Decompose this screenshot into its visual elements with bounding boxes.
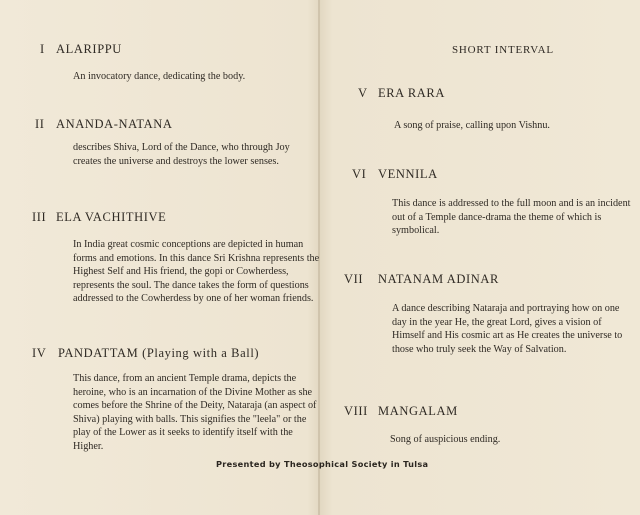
item-description: This dance, from an ancient Temple drama, depicts the heroine, who is an incarnation of the Divine Mother as she comes before the Shrine of the Deity, Nataraja (an aspect of Shiva) playing with balls. This signifies the "leela" or the play of the Lower as it seeks to identify itself with the Higher. [73,373,317,452]
item-description: Song of auspicious ending. [390,434,501,445]
item-description: describes Shiva, Lord of the Dance, who through Joy creates the universe and destroys the lower senses. [73,142,290,167]
item-title: ANANDA-NATANA [56,117,173,131]
item-description: An invocatory dance, dedicating the body. [73,71,246,82]
program-item-8 [344,404,501,445]
program-item-2 [35,117,290,167]
item-title: PANDATTAM (Playing with a Ball) [58,346,260,360]
item-description: In India great cosmic conceptions are depicted in human forms and emotions. In this dance Sri Krishna represents the Highest Self and His friend, the gopi or Cowherdess, represents the soul. The dance takes the form of questions addressed to the Cowherdess by one of her woman friends. [73,239,320,305]
item-numeral: VII [344,272,364,286]
program-item-3 [32,210,320,305]
program-item-1 [40,42,246,82]
item-description: A song of praise, calling upon Vishnu. [394,120,550,131]
item-title: ALARIPPU [56,42,122,56]
item-title: MANGALAM [378,404,458,418]
short-interval: SHORT INTERVAL [452,44,554,56]
item-numeral: V [358,86,368,100]
item-numeral: IV [32,346,47,360]
item-numeral: I [40,42,45,56]
program-item-5 [358,86,550,131]
item-title: NATANAM ADINAR [378,272,499,286]
item-description: A dance describing Nataraja and portraying how on one day in the year He, the great Lord, gives a vision of Himself and His cosmic art as He creates the universe to those who truly seek the Way of Salvation. [392,303,623,355]
footer-credit: Presented by Theosophical Society in Tulsa [216,459,429,469]
item-numeral: III [32,210,47,224]
program-item-4 [32,346,317,452]
item-numeral: VIII [344,404,368,418]
program-item-6 [352,167,631,237]
item-title: ELA VACHITHIVE [56,210,167,224]
item-title: VENNILA [378,167,438,181]
item-description: This dance is addressed to the full moon and is an incident out of a Temple dance-drama the theme of which is symbolical. [392,198,631,237]
program-item-7 [344,272,623,355]
item-numeral: VI [352,167,367,181]
item-title: ERA RARA [378,86,445,100]
item-numeral: II [35,117,45,131]
